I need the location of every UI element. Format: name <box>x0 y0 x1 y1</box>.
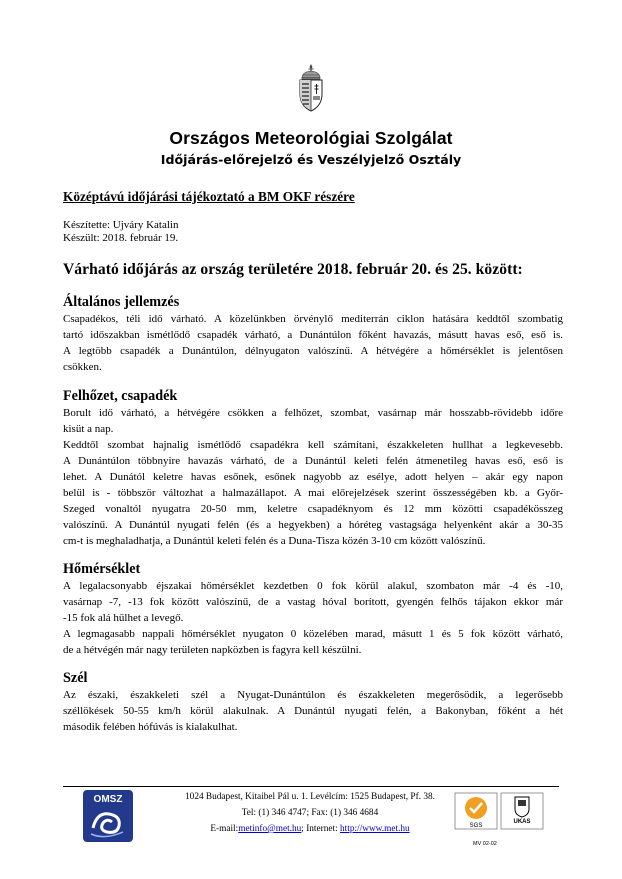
hungarian-coat-of-arms-icon <box>296 64 326 112</box>
text-line: -15 fok alá hűlhet a levegő. <box>63 612 184 624</box>
text-line: Borult idő várható, a hétvégére csökken a felhőzet, szombat, vasárnap már hosszabb-rövidebb időre <box>63 407 563 419</box>
prepared-by-line <box>63 219 178 232</box>
omsz-logo-text: OMSZ <box>93 794 123 805</box>
date-line <box>63 232 178 245</box>
text-line: második felében hófúvás is kialakulhat. <box>63 721 238 733</box>
prepared-by-value: Ujváry Katalin <box>112 219 179 231</box>
text-line: de a hétvégén már nagy területen napközben is fagyra kell készülni. <box>63 644 362 656</box>
text-line: belül is - többször változhat a halmazállapot. A mai előrejelzések szerint összességében kb. a Győr- <box>63 487 563 499</box>
document-title: Középtávú időjárási tájékoztató a BM OKF részére <box>63 189 355 204</box>
text-line: A legmagasabb nappali hőmérséklet nyugaton 0 közelében marad, másutt 1 és 5 fok között várható, <box>63 628 563 640</box>
footer-contact <box>160 824 460 835</box>
text-line: tartó időszakban ismétlődő csapadék várható, a Dunántúlon főként havazás, másutt havas eső, eső is. <box>63 329 563 341</box>
certification-logos-icon <box>453 791 545 831</box>
footer-divider <box>63 786 559 787</box>
omsz-logo-icon <box>83 790 133 842</box>
text-line: vasárnap -7, -13 fok között valószínű, de a vastag hóval borított, gyengén felhős tájakon ekkor már <box>63 596 563 608</box>
text-line: Szeged vonaltól nyugatra 20-50 mm, keletre csapadéknyom és 12 mm közötti csapadékösszeg <box>63 503 563 515</box>
division-name: Időjárás-előrejelző és Veszélyjelző Osztály <box>160 152 462 167</box>
text-line: A legalacsonyabb éjszakai hőmérséklet kezdetben 0 fok körül alakul, szombaton már -4 és -10, <box>63 580 563 592</box>
section-title: Hőmérséklet <box>63 561 141 577</box>
ukas-cert-text: UKAS <box>513 819 531 825</box>
text-line: csökken. <box>63 361 102 373</box>
text-line: cm-t is meghaladhatja, a Dunántúl keleti felén és a Duna-Tisza közén 3-10 cm között valószínű. <box>63 535 486 547</box>
text-line: valószínű. A Dunántúl nyugati felén (és a hegyekben) a hóréteg vastagsága helyenként akár a 30-35 <box>63 519 563 531</box>
section-title: Szél <box>63 670 88 686</box>
website-link[interactable]: http://www.met.hu <box>340 824 410 834</box>
text-line: széllökések 50-55 km/h körül alakulnak. A Dunántúl nyugati felén, a Bakonyban, főként a hét <box>63 705 563 717</box>
text-line: A Dunántúlon többnyire havazás várható, de a Dunántúl keleti felén átmenetileg havas eső, eső is <box>63 455 563 467</box>
date-label: Készült: <box>63 232 100 244</box>
footer-phone: Tel: (1) 346 4747; Fax: (1) 346 4684 <box>241 808 379 818</box>
text-line: Keddtől szombat hajnalig ismétlődő csapadékra kell számítani, északkeleten hullhat a legkevesebb. <box>63 439 563 451</box>
text-line: Az északi, északkeleti szél a Nyugat-Dunántúlon és északkeleten megerősödik, a legerősebb <box>63 689 563 701</box>
email-link[interactable]: metinfo@met.hu <box>238 824 302 834</box>
email-label: E-mail: <box>210 824 239 834</box>
text-line: Csapadékos, téli idő várható. A közelünkben örvénylő mediterrán ciklon hatására keddtől szombatig <box>63 313 563 325</box>
section-title: Általános jellemzés <box>63 294 180 310</box>
forecast-heading: Várható időjárás az ország területére 2018. február 20. és 25. között: <box>63 261 523 278</box>
prepared-by-label: Készítette: <box>63 219 111 231</box>
date-value: 2018. február 19. <box>102 232 179 244</box>
text-line: A legtöbb csapadék a Dunántúlon, délnyugaton valószínű. A hétvégére a hőmérséklet is jelentősen <box>63 345 563 357</box>
internet-label: ; Internet: <box>301 824 341 834</box>
document-code: MV 02-02 <box>473 841 497 847</box>
footer-address: 1024 Budapest, Kitaibel Pál u. 1. Levélcím: 1525 Budapest, Pf. 38. <box>185 792 435 802</box>
section-title: Felhőzet, csapadék <box>63 388 178 404</box>
text-line: lehet. A Dunától keletre havas esőnek, esőnek nagyobb az esélye, adott helyen – akár egy napon <box>63 471 563 483</box>
sgs-cert-text: SGS <box>469 823 483 829</box>
organization-name: Országos Meteorológiai Szolgálat <box>169 128 453 148</box>
text-line: kisüt a nap. <box>63 423 114 435</box>
